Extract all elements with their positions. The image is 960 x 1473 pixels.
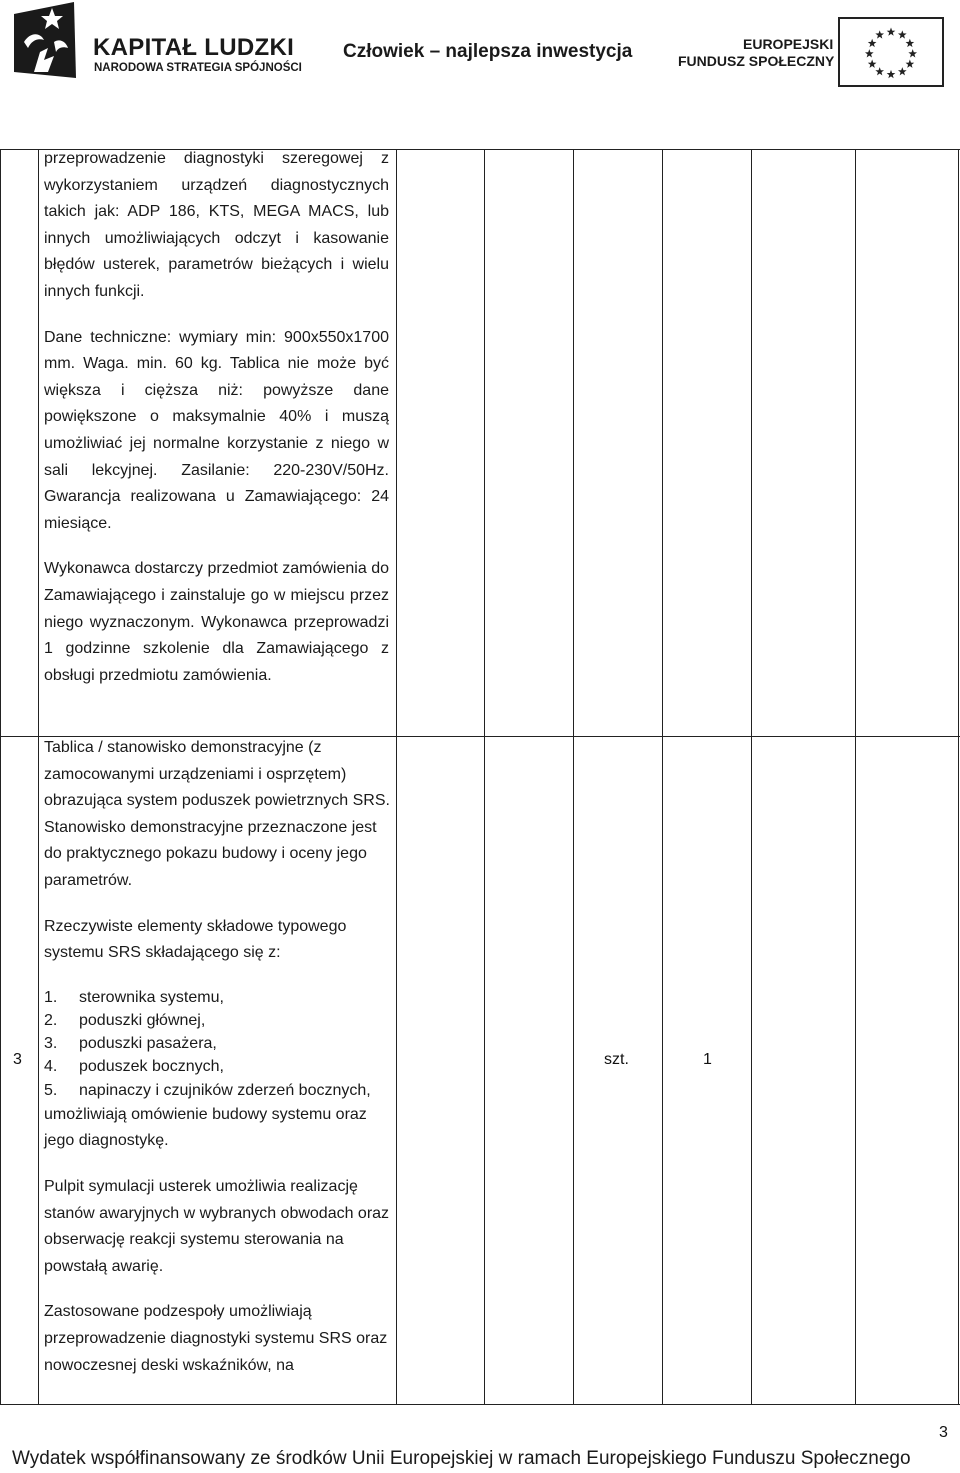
table-column-divider bbox=[38, 149, 39, 1405]
kapital-ludzki-logo-icon bbox=[14, 2, 76, 78]
row3-list-after: umożliwiają omówienie budowy systemu oraz jego diagnostykę. bbox=[44, 1105, 367, 1150]
srs-components-list bbox=[44, 986, 394, 1102]
list-item: 3. poduszki pasażera, bbox=[44, 1035, 217, 1053]
table-column-divider bbox=[662, 149, 663, 1405]
footer-text: Wydatek współfinansowany ze środków Unii Europejskiej w ramach Europejskiego Funduszu Społecznego bbox=[12, 1448, 911, 1469]
row3-quantity: 1 bbox=[703, 1051, 712, 1068]
table-column-divider bbox=[855, 149, 856, 1405]
kapital-ludzki-subtitle: NARODOWA STRATEGIA SPÓJNOŚCI bbox=[94, 62, 302, 74]
specification-table bbox=[0, 149, 960, 1405]
row-prev-paragraph-3: Wykonawca dostarczy przedmiot zamówienia do Zamawiającego i zainstaluje go w miejscu przez niego wyznaczonym. Wykonawca przeprowadzi 1 godzinne szkolenie dla Zamawiającego z obsługi przedmiotu zamówienia. bbox=[44, 560, 389, 684]
row3-paragraph-1: Tablica / stanowisko demonstracyjne (z zamocowanymi urządzeniami i osprzętem) obrazująca system poduszek powietrznych SRS. Stanowisko demonstracyjne przeznaczone jest do praktycznego pokazu budowy i oceny jego parametrów. bbox=[44, 739, 390, 889]
row-prev-description bbox=[44, 146, 389, 689]
eu-fund-line2: FUNDUSZ SPOŁECZNY bbox=[678, 53, 835, 69]
table-column-divider bbox=[396, 149, 397, 1405]
row3-paragraph-4: Zastosowane podzespoły umożliwiają przeprowadzenie diagnostyki systemu SRS oraz nowoczesnej deski wskaźników, na bbox=[44, 1303, 388, 1374]
page-header bbox=[0, 0, 960, 100]
list-item: 5. napinaczy i czujników zderzeń bocznych, bbox=[44, 1081, 371, 1099]
row3-description bbox=[44, 735, 394, 1379]
table-border-bottom bbox=[0, 1404, 960, 1405]
table-column-divider bbox=[751, 149, 752, 1405]
table-column-divider bbox=[484, 149, 485, 1405]
table-column-divider bbox=[573, 149, 574, 1405]
list-item: 1. sterownika systemu, bbox=[44, 988, 224, 1006]
table-border-right bbox=[958, 149, 959, 1405]
list-item: 4. poduszek bocznych, bbox=[44, 1058, 224, 1076]
eu-flag-icon bbox=[838, 17, 944, 87]
kapital-ludzki-title: KAPITAŁ LUDZKI bbox=[93, 34, 295, 61]
row3-paragraph-2: Rzeczywiste elementy składowe typowego systemu SRS składającego się z: bbox=[44, 917, 347, 962]
table-border-left bbox=[0, 149, 1, 1405]
row-prev-paragraph-2: Dane techniczne: wymiary min: 900x550x1700 mm. Waga. min. 60 kg. Tablica nie może być większa i cięższa niż: powyższe dane powiększone o maksymalnie 40% i muszą umożliwiać jej normalne korzystanie z niego w sali lekcyjnej. Zasilanie: 220-230V/50Hz. Gwarancja realizowana u Zamawiającego: 24 miesiące. bbox=[44, 328, 389, 532]
page-number: 3 bbox=[939, 1424, 948, 1441]
row-prev-paragraph-1: przeprowadzenie diagnostyki szeregowej z wykorzystaniem urządzeń diagnostycznych takich jak: ADP 186, KTS, MEGA MACS, lub innych umożliwiających odczyt i kasowanie błędów usterek, parametrów bieżących i wielu innych funkcji. bbox=[44, 150, 389, 300]
row3-paragraph-3: Pulpit symulacji usterek umożliwia realizację stanów awaryjnych w wybranych obwodach oraz obserwację reakcji systemu sterowania na powstałą awarię. bbox=[44, 1177, 390, 1275]
row3-number: 3 bbox=[13, 1051, 22, 1068]
header-slogan: Człowiek – najlepsza inwestycja bbox=[343, 41, 633, 62]
list-item: 2. poduszki głównej, bbox=[44, 1011, 206, 1029]
row3-unit: szt. bbox=[604, 1051, 629, 1068]
eu-fund-line1: EUROPEJSKI bbox=[743, 36, 834, 52]
